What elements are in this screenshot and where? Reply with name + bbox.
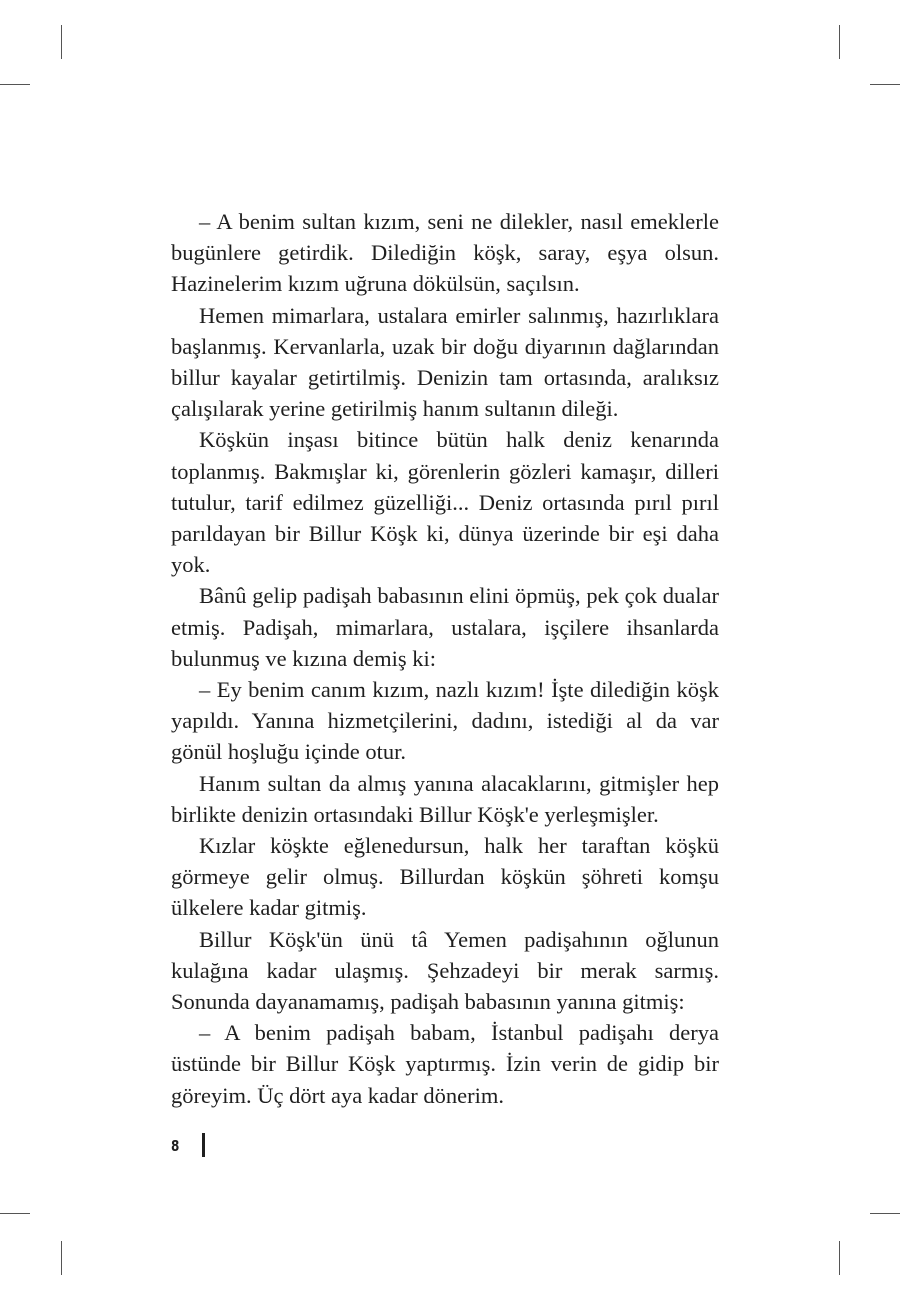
crop-mark-bottom-left-horizontal [0,1213,30,1214]
paragraph: Hemen mimarlara, ustalara emirler salınmış, hazırlıklara başlanmış. Kervanlarla, uzak bir doğu diyarının dağlarından billur kayalar getirtilmiş. Denizin tam ortasında, aralıksız çalışılarak yerine getirilmiş hanım sultanın dileği. [171,302,719,422]
paragraph: – A benim padişah babam, İstanbul padişahı derya üstünde bir Billur Köşk yaptırmış. İzin verin de gidip bir göreyim. Üç dört aya kadar dönerim. [171,1020,719,1108]
paragraph: – Ey benim canım kızım, nazlı kızım! İşte dilediğin köşk yapıldı. Yanına hizmetçilerini, dadını, istediği al da var gönül hoşluğu içinde otur. [171,677,719,765]
crop-mark-top-left [61,25,62,59]
paragraph: Kızlar köşkte eğlenedursun, halk her taraftan köşkü görmeye gelir olmuş. Billurdan köşkün şöhreti komşu ülkelere kadar gitmiş. [171,833,719,921]
crop-mark-bottom-right [839,1241,840,1275]
paragraph: Billur Köşk'ün ünü tâ Yemen padişahının oğlunun kulağına kadar ulaşmış. Şehzadeyi bir merak sarmış. Sonunda dayanamamış, padişah babasının yanına gitmiş: [171,926,719,1015]
crop-mark-top-right [839,25,840,59]
crop-mark-bottom-right-horizontal [870,1213,900,1214]
page-number: 8 [171,1137,180,1155]
paragraph: – A benim sultan kızım, seni ne dilekler, nasıl emeklerle bugünlere getirdik. Dilediğin köşk, saray, eşya olsun. Hazinelerim kızım uğruna dökülsün, saçılsın. [171,209,719,297]
crop-mark-top-left-horizontal [0,84,30,85]
crop-mark-top-right-horizontal [870,84,900,85]
folio-rule [202,1133,205,1157]
paragraph: Köşkün inşası bitince bütün halk deniz kenarında toplanmış. Bakmışlar ki, görenlerin gözleri kamaşır, dilleri tutulur, tarif edilmez güzelliği... Deniz ortasında pırıl pırıl parıldayan bir Billur Köşk ki, dünya üzerinde bir eşi daha yok. [171,427,719,578]
paragraph: Hanım sultan da almış yanına alacaklarını, gitmişler hep birlikte denizin ortasındaki Billur Köşk'e yerleşmişler. [171,770,719,827]
page-folio [171,1136,205,1157]
crop-mark-bottom-left [61,1241,62,1275]
page-body-text [171,206,719,1111]
paragraph: Bânû gelip padişah babasının elini öpmüş, pek çok dualar etmiş. Padişah, mimarlara, ustalara, işçilere ihsanlarda bulunmuş ve kızına demiş ki: [171,583,719,671]
